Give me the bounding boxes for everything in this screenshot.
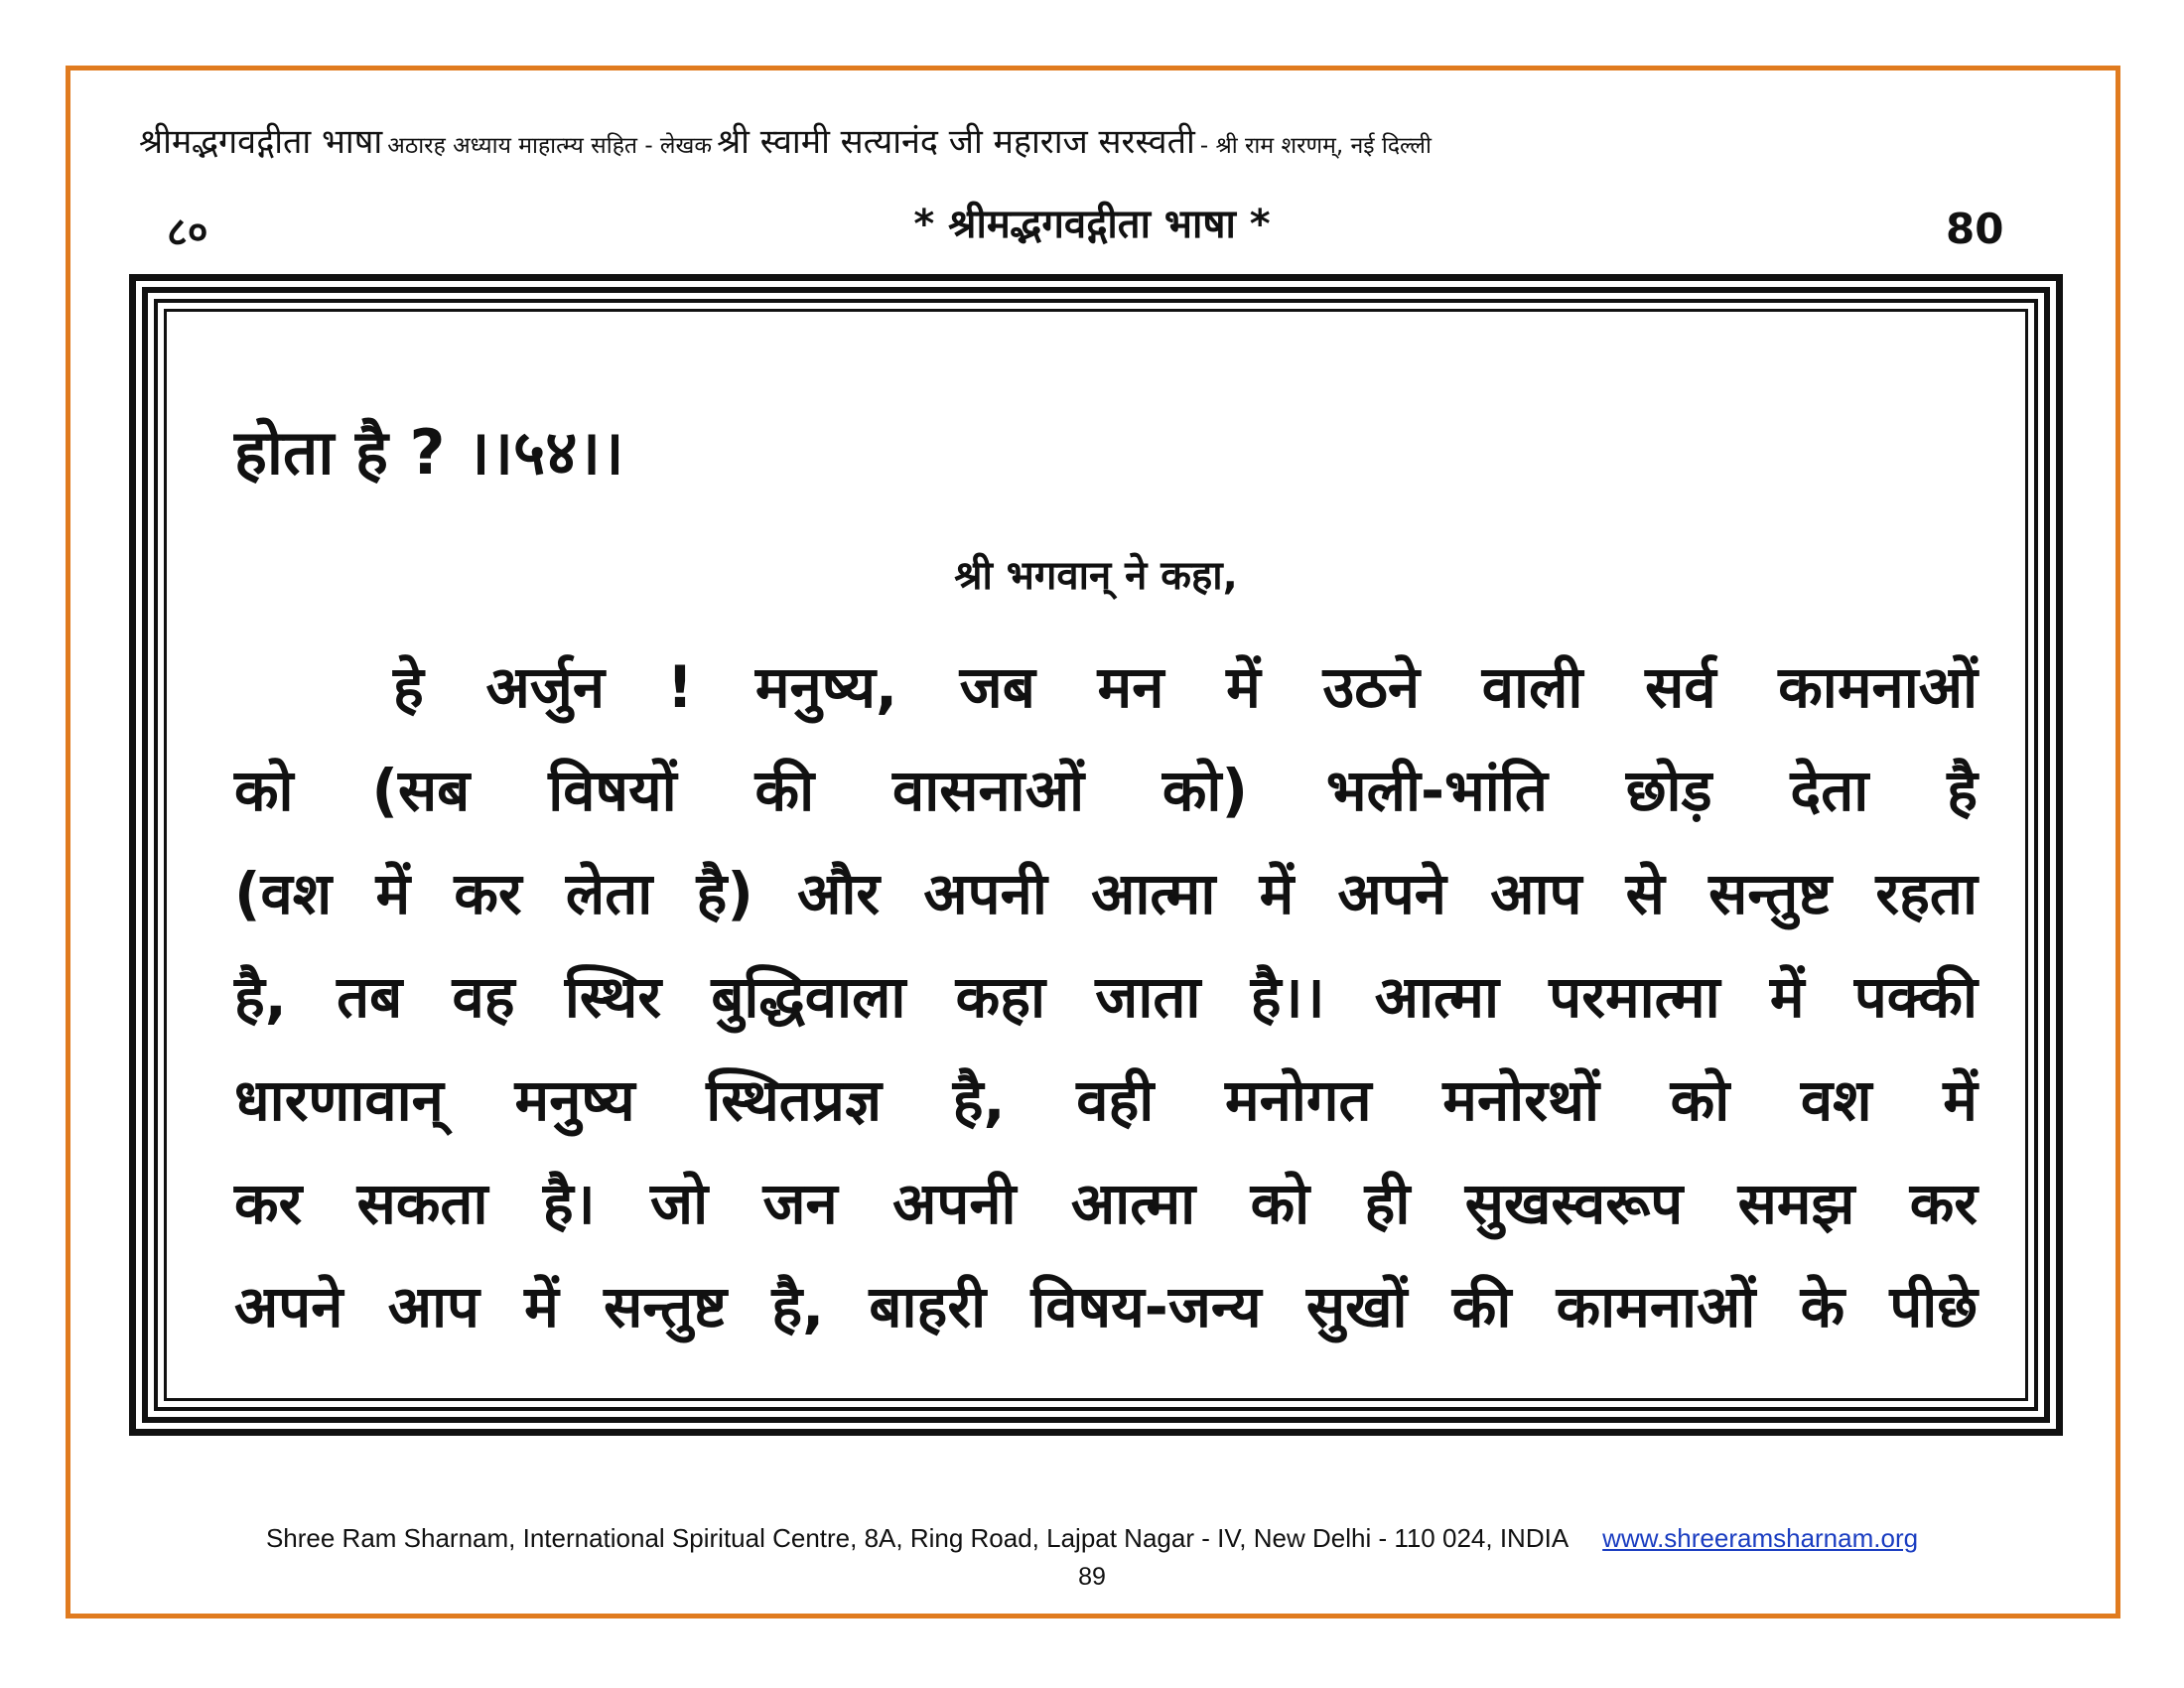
website-link[interactable]: www.shreeramsharnam.org: [1602, 1523, 1919, 1553]
footer: [0, 1523, 2184, 1554]
text-line: को (सब विषयों की वासनाओं को) भली-भांति छोड़ देता है: [234, 757, 1978, 824]
header-author: श्री स्वामी सत्यानंद जी महाराज सरस्वती: [717, 122, 1195, 162]
header-publisher: - श्री राम शरणम्, नई दिल्ली: [1199, 133, 1432, 159]
text-line: है, तब वह स्थिर बुद्धिवाला कहा जाता है।। आत्मा परमात्मा में पक्की: [234, 963, 1978, 1031]
book-page-number-devanagari: ८०: [167, 210, 208, 255]
header-title: श्रीमद्भगवद्गीता भाषा: [139, 122, 383, 162]
book-page-number-arabic: 80: [1946, 205, 2004, 253]
document-header: [139, 117, 2065, 163]
verse-explanation: [234, 635, 1978, 1358]
text-line: धारणावान् मनुष्य स्थितप्रज्ञ है, वही मनोगत मनोरथों को वश में: [234, 1066, 1978, 1134]
text-line: अपने आप में सन्तुष्ट है, बाहरी विषय-जन्य सुखों की कामनाओं के पीछे: [234, 1273, 1978, 1340]
pdf-page-number: 89: [1078, 1563, 1106, 1591]
scanned-page-frame: [129, 274, 2063, 1436]
verse-end-text: होता है ? ।।५४।।: [234, 416, 624, 489]
text-line: कर सकता है। जो जन अपनी आत्मा को ही सुखस्वरूप समझ कर: [234, 1170, 1978, 1237]
footer-address: Shree Ram Sharnam, International Spiritual Centre, 8A, Ring Road, Lajpat Nagar - IV, New Delhi - 110 024, INDIA: [265, 1523, 1570, 1553]
text-line: हे अर्जुन ! मनुष्य, जब मन में उठने वाली सर्व कामनाओं: [393, 653, 1978, 721]
scanned-page-content: [164, 309, 2028, 1401]
text-line: (वश में कर लेता है) और अपनी आत्मा में अपने आप से सन्तुष्ट रहता: [234, 860, 1978, 927]
speaker-heading: श्री भगवान् ने कहा,: [954, 553, 1238, 599]
book-running-title: * श्रीमद्भगवद्गीता भाषा *: [913, 202, 1271, 247]
header-subtitle: अठारह अध्याय माहात्म्य सहित - लेखक: [387, 133, 713, 159]
